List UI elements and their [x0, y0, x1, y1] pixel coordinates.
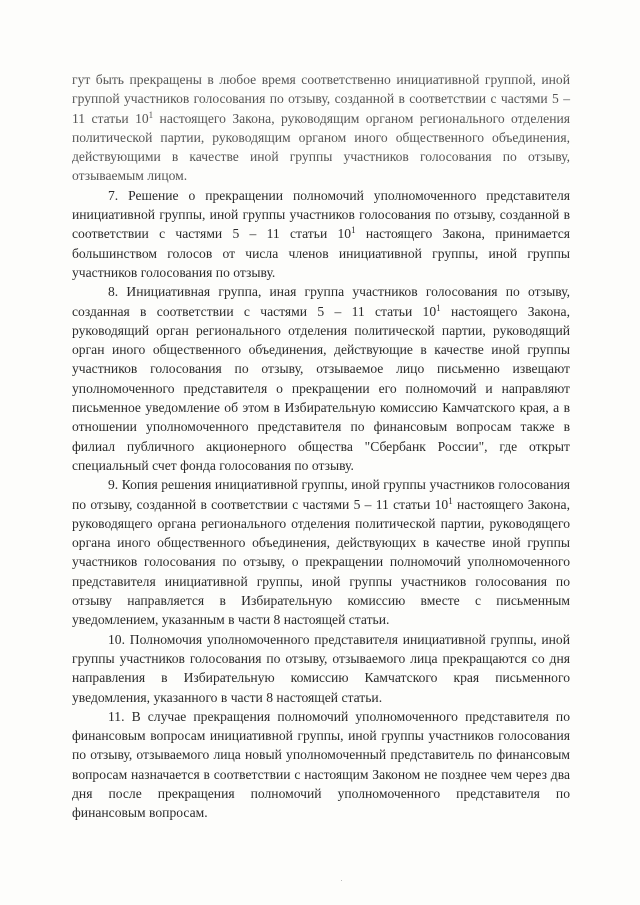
superscript: 1: [436, 302, 441, 313]
text-segment: настоящего Закона, руководящего органа регионального отделения политической партии, руководящего органа иного общественного объединения, действующих в качестве иной группы участников голосования по отзыву, о прекращении полномочий уполномоченного представителя инициативной группы, иной группы участников голосования по отзыву направляется в Избирательную комиссию вместе с письменным уведомлением, указанным в части 8 настоящей статьи.: [72, 496, 570, 628]
document-body: [72, 70, 570, 823]
paragraph-11: [72, 707, 570, 823]
paragraph-7: [72, 186, 570, 282]
superscript: 1: [448, 495, 453, 506]
paragraph-8: [72, 282, 570, 475]
superscript: 1: [351, 225, 356, 236]
text-segment: настоящего Закона, руководящий орган регионального отделения политической партии, руководящий орган иного общественного объединения, действующие в качестве иной группы участников голосования по отзыву, отзываемое лицо письменно извещают уполномоченного представителя о прекращении его полномочий и направляют письменное уведомление об этом в Избирательную комиссию Камчатского края, а в отношении уполномоченного представителя по финансовым вопросам также в филиал публичного акционерного общества "Сбербанк России", где открыт специальный счет фонда голосования по отзыву.: [72, 303, 570, 473]
text-segment: 9. Копия решения инициативной группы, иной группы участников голосования по отзыву, созданной в соответствии с частями 5 – 11 статьи 10: [72, 477, 570, 512]
scan-speck: [341, 880, 342, 881]
text-segment: 7. Решение о прекращении полномочий уполномоченного представителя инициативной группы, иной группы участников голосования по отзыву, созданной в соответствии с частями 5 – 11 статьи 10: [72, 187, 570, 242]
text-segment: гут быть прекращены в любое время соответственно инициативной группой, иной группой участников голосования по отзыву, созданной в соответствии с частями 5 – 11 статьи 10: [72, 72, 570, 126]
paragraph-10: [72, 630, 570, 707]
text-segment: настоящего Закона, принимается большинством голосов от числа членов инициативной группы, иной группы участников голосования по отзыву.: [72, 226, 570, 280]
text-segment: 8. Инициативная группа, иная группа участников голосования по отзыву, созданная в соответствии с частями 5 – 11 статьи 10: [72, 284, 570, 319]
text-segment: настоящего Закона, руководящим органом регионального отделения политической партии, руководящим органом иного общественного объединения, действующими в качестве иной группы участников голосования по отзыву, отзываемым лицом.: [72, 110, 571, 184]
text-segment: 11. В случае прекращения полномочий уполномоченного представителя по финансовым вопросам инициативной группы, иной группы участников голосования по отзыву, отзываемого лица новый уполномоченный представитель по финансовым вопросам назначается в соответствии с настоящим Законом не позднее чем через два дня после прекращения полномочий уполномоченного представителя по финансовым вопросам.: [72, 708, 570, 821]
paragraph-6-continuation: [72, 70, 570, 186]
superscript: 1: [148, 109, 154, 120]
paragraph-9: [72, 475, 570, 629]
text-segment: 10. Полномочия уполномоченного представителя инициативной группы, иной группы участников голосования по отзыву, отзываемого лица прекращаются со дня направления в Избирательную комиссию Камчатского края письменного уведомления, указанного в части 8 настоящей статьи.: [72, 631, 570, 705]
